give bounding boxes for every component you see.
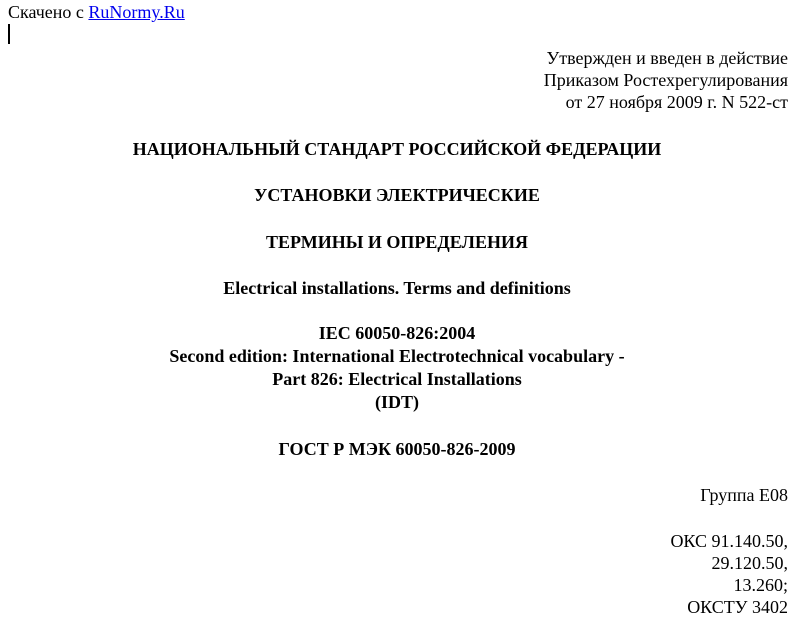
- iec-reference-block: [0, 322, 794, 414]
- subject-title: УСТАНОВКИ ЭЛЕКТРИЧЕСКИЕ: [254, 185, 540, 205]
- runormy-link[interactable]: RuNormy.Ru: [88, 2, 185, 22]
- iec-part: Part 826: Electrical Installations: [272, 369, 522, 389]
- downloaded-prefix: Скачено с: [8, 2, 84, 22]
- text-cursor: [8, 24, 10, 44]
- oks-code-2: 29.120.50,: [711, 553, 788, 573]
- oks-code-3: 13.260;: [733, 575, 788, 595]
- approval-line-2: Приказом Ростехрегулирования: [543, 70, 788, 90]
- standard-title: НАЦИОНАЛЬНЫЙ СТАНДАРТ РОССИЙСКОЙ ФЕДЕРАЦИИ: [132, 139, 662, 159]
- okstu-code: ОКСТУ 3402: [687, 597, 788, 617]
- iec-code: IEC 60050-826:2004: [318, 323, 476, 343]
- approval-line-1: Утвержден и введен в действие: [546, 48, 788, 68]
- iec-idt: (IDT): [375, 392, 419, 412]
- group-code: Группа Е08: [700, 485, 788, 505]
- gost-designation: ГОСТ Р МЭК 60050-826-2009: [278, 439, 516, 459]
- approval-line-3: от 27 ноября 2009 г. N 522-ст: [565, 92, 788, 112]
- oks-code-1: ОКС 91.140.50,: [670, 531, 788, 551]
- classification-codes: [670, 530, 788, 618]
- approval-block: [544, 47, 788, 113]
- english-title: Electrical installations. Terms and definitions: [223, 278, 571, 298]
- download-source-line: [8, 2, 185, 22]
- subtitle: ТЕРМИНЫ И ОПРЕДЕЛЕНИЯ: [266, 232, 528, 252]
- iec-edition: Second edition: International Electrotechnical vocabulary -: [169, 346, 625, 366]
